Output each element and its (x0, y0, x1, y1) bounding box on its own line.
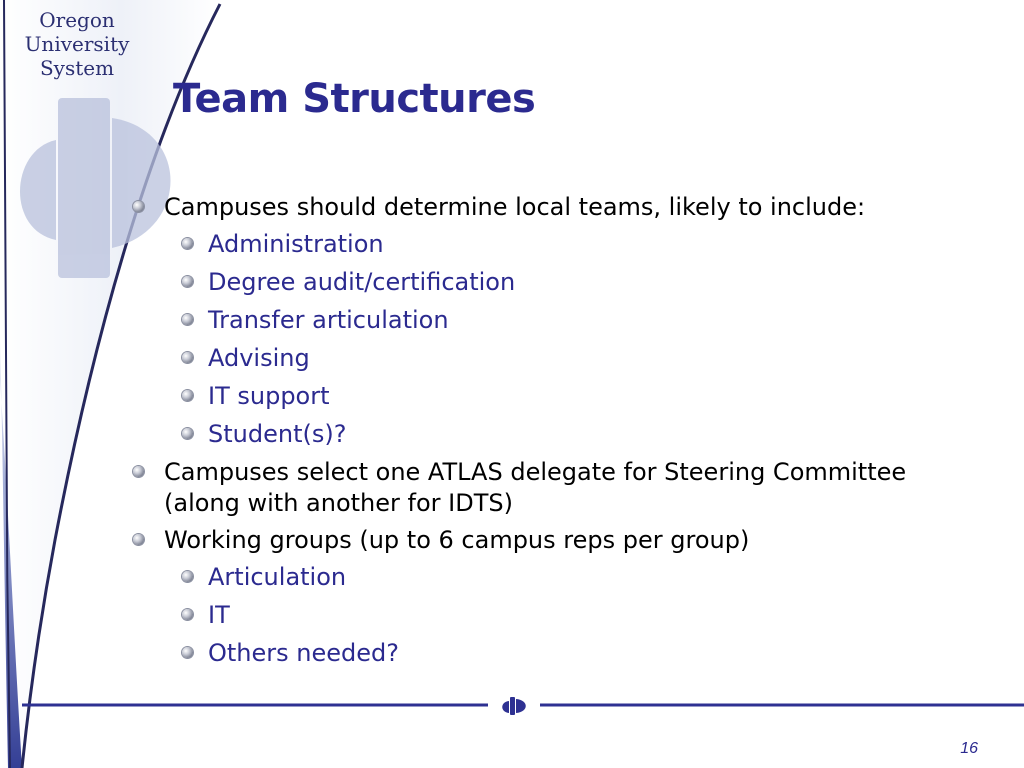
sphere-bullet-icon (182, 390, 193, 401)
sub-bullet-text: Transfer articulation (208, 306, 449, 334)
sphere-bullet-icon (182, 647, 193, 658)
sphere-bullet-icon (182, 571, 193, 582)
bullet-item (130, 192, 970, 223)
sub-bullet-text: IT (208, 601, 230, 629)
sub-bullet-item (130, 267, 970, 298)
sphere-bullet-icon (182, 352, 193, 363)
sphere-bullet-icon (182, 276, 193, 287)
sub-bullet-text: Others needed? (208, 639, 399, 667)
sub-bullet-text: Articulation (208, 563, 347, 591)
bullet-text: Campuses select one ATLAS delegate for Steering Committee (along with another for IDTS) (164, 458, 907, 517)
sphere-bullet-icon (133, 534, 144, 545)
bullet-list (130, 192, 970, 676)
sub-bullet-item (130, 343, 970, 374)
bullet-item (130, 457, 970, 519)
sub-bullet-item (130, 638, 970, 669)
bullet-text: Working groups (up to 6 campus reps per group) (164, 526, 750, 554)
sub-bullet-item (130, 229, 970, 260)
logo-line-1: Oregon (39, 8, 115, 32)
bullet-text: Campuses should determine local teams, likely to include: (164, 193, 866, 221)
sub-bullet-text: Student(s)? (208, 420, 347, 448)
sphere-bullet-icon (133, 201, 144, 212)
sub-bullet-item (130, 562, 970, 593)
slide-title: Team Structures (173, 76, 536, 122)
sphere-bullet-icon (182, 609, 193, 620)
sphere-bullet-icon (133, 466, 144, 477)
ous-logo (22, 8, 132, 80)
sub-bullet-text: IT support (208, 382, 330, 410)
logo-line-3: System (39, 56, 115, 80)
page-number: 16 (960, 740, 978, 757)
sub-bullet-item (130, 305, 970, 336)
sub-bullet-item (130, 600, 970, 631)
ous-emblem-icon (502, 697, 526, 715)
sub-bullet-text: Administration (208, 230, 384, 258)
sphere-bullet-icon (182, 428, 193, 439)
sub-bullet-text: Advising (208, 344, 310, 372)
sphere-bullet-icon (182, 314, 193, 325)
logo-line-2: University (24, 32, 130, 56)
sub-bullet-item (130, 381, 970, 412)
sphere-bullet-icon (182, 238, 193, 249)
sub-bullet-item (130, 419, 970, 450)
sub-bullet-text: Degree audit/certification (208, 268, 516, 296)
bullet-item (130, 525, 970, 556)
